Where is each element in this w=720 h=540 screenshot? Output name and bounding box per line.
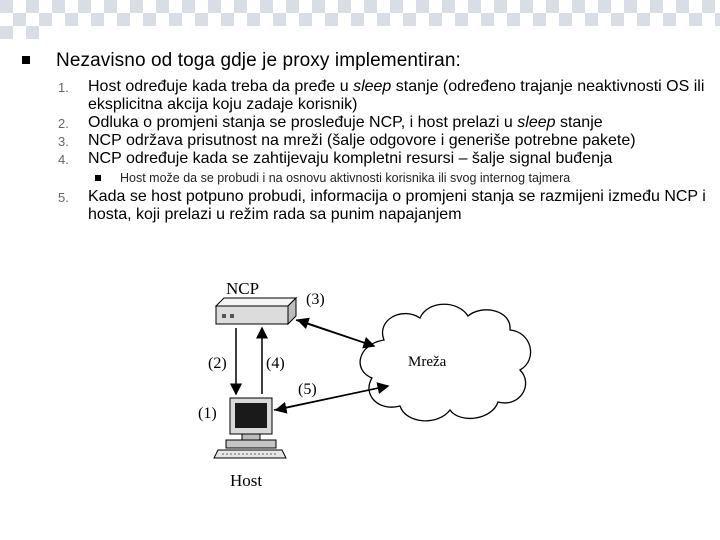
band-square: [455, 13, 468, 26]
item-text: Odluka o promjeni stanja se prosleđuje NCP, i host prelazi u: [88, 114, 518, 131]
bullet-square-icon: [22, 56, 30, 64]
ncp-label: NCP: [226, 279, 260, 298]
band-square: [117, 13, 130, 26]
network-label: Mreža: [408, 354, 447, 370]
band-square: [65, 13, 78, 26]
band-square: [403, 13, 416, 26]
item-text: stanje (određeno trajanje neaktivnosti OS ili eksplicitna akcija koju zadaje korisnik): [88, 78, 705, 113]
sub-bullet-text: Host može da se probudi i na osnovu aktivnosti korisnika ili svog internog tajmera: [120, 171, 571, 185]
ncp-network-diagram: [170, 270, 550, 500]
band-square: [13, 13, 26, 26]
band-square: [247, 13, 260, 26]
band-square: [0, 26, 13, 39]
band-square: [143, 13, 156, 26]
step-3-label: (3): [306, 291, 325, 308]
item-text-emphasis: sleep: [353, 78, 392, 95]
band-square: [429, 13, 442, 26]
band-square: [156, 0, 169, 13]
band-square: [442, 0, 455, 13]
band-square: [273, 13, 286, 26]
sub-list-item: [56, 170, 706, 187]
item-text: stanje: [555, 114, 603, 131]
item-number: 2.: [58, 116, 69, 131]
band-square: [260, 0, 273, 13]
band-square: [585, 13, 598, 26]
item-text: NCP određuje kada se zahtijevaju kompletni resursi – šalje signal buđenja: [88, 150, 613, 167]
band-square: [520, 0, 533, 13]
step-4-label: (4): [266, 355, 285, 372]
arrow-step-5-back: [276, 386, 388, 410]
band-square: [702, 0, 715, 13]
band-square: [182, 0, 195, 13]
decorative-header-band: [0, 0, 720, 42]
band-square: [221, 13, 234, 26]
item-number: 3.: [58, 134, 69, 149]
sub-bullet-square-icon: [95, 175, 101, 181]
band-square: [52, 0, 65, 13]
item-number: 1.: [58, 80, 69, 95]
band-square: [533, 13, 546, 26]
item-number: 4.: [58, 152, 69, 167]
band-square: [78, 0, 91, 13]
band-square: [39, 13, 52, 26]
host-computer-icon: [214, 398, 286, 458]
main-bullet-text: Nezavisno od toga gdje je proxy implementiran:: [56, 50, 461, 71]
ncp-device-icon: [216, 298, 296, 324]
band-square: [611, 13, 624, 26]
band-square: [377, 13, 390, 26]
band-square: [104, 0, 117, 13]
host-label: Host: [230, 471, 263, 490]
band-square: [650, 0, 663, 13]
band-square: [91, 13, 104, 26]
item-text: NCP održava prisutnost na mreži (šalje odgovore i generiše potrebne pakete): [88, 132, 636, 149]
band-square: [468, 0, 481, 13]
list-item: [56, 78, 706, 114]
band-square: [195, 13, 208, 26]
band-square: [390, 0, 403, 13]
band-square: [26, 0, 39, 13]
step-5-label: (5): [298, 381, 317, 398]
band-square: [481, 13, 494, 26]
band-square: [351, 13, 364, 26]
step-1-label: (1): [198, 405, 217, 422]
band-square: [234, 0, 247, 13]
band-square: [559, 13, 572, 26]
list-item: [56, 132, 706, 150]
list-item: [56, 188, 706, 224]
band-square: [338, 0, 351, 13]
band-square: [312, 0, 325, 13]
list-item: [56, 114, 706, 132]
band-square: [26, 26, 39, 39]
band-square: [598, 0, 611, 13]
band-square: [507, 13, 520, 26]
band-square: [494, 0, 507, 13]
band-square: [663, 13, 676, 26]
band-square: [286, 0, 299, 13]
item-number: 5.: [58, 190, 69, 205]
list-item: [56, 150, 706, 168]
band-square: [676, 0, 689, 13]
band-square: [416, 0, 429, 13]
band-square: [325, 13, 338, 26]
band-square: [299, 13, 312, 26]
item-text: Kada se host potpuno probudi, informacija o promjeni stanja se razmijeni između NCP i hosta, koji prelazi u režim rada sa punim napajanjem: [88, 188, 706, 223]
band-square: [637, 13, 650, 26]
numbered-list: [56, 78, 706, 224]
step-2-label: (2): [208, 355, 227, 372]
band-square: [364, 0, 377, 13]
item-text: Host određuje kada treba da pređe u: [88, 78, 354, 95]
band-square: [130, 0, 143, 13]
item-text-emphasis: sleep: [517, 114, 556, 131]
band-square: [546, 0, 559, 13]
band-square: [208, 0, 221, 13]
band-square: [624, 0, 637, 13]
band-square: [0, 0, 13, 13]
band-square: [572, 0, 585, 13]
band-square: [689, 13, 702, 26]
band-square: [715, 13, 720, 26]
band-square: [169, 13, 182, 26]
arrow-step-3-back: [298, 320, 374, 346]
